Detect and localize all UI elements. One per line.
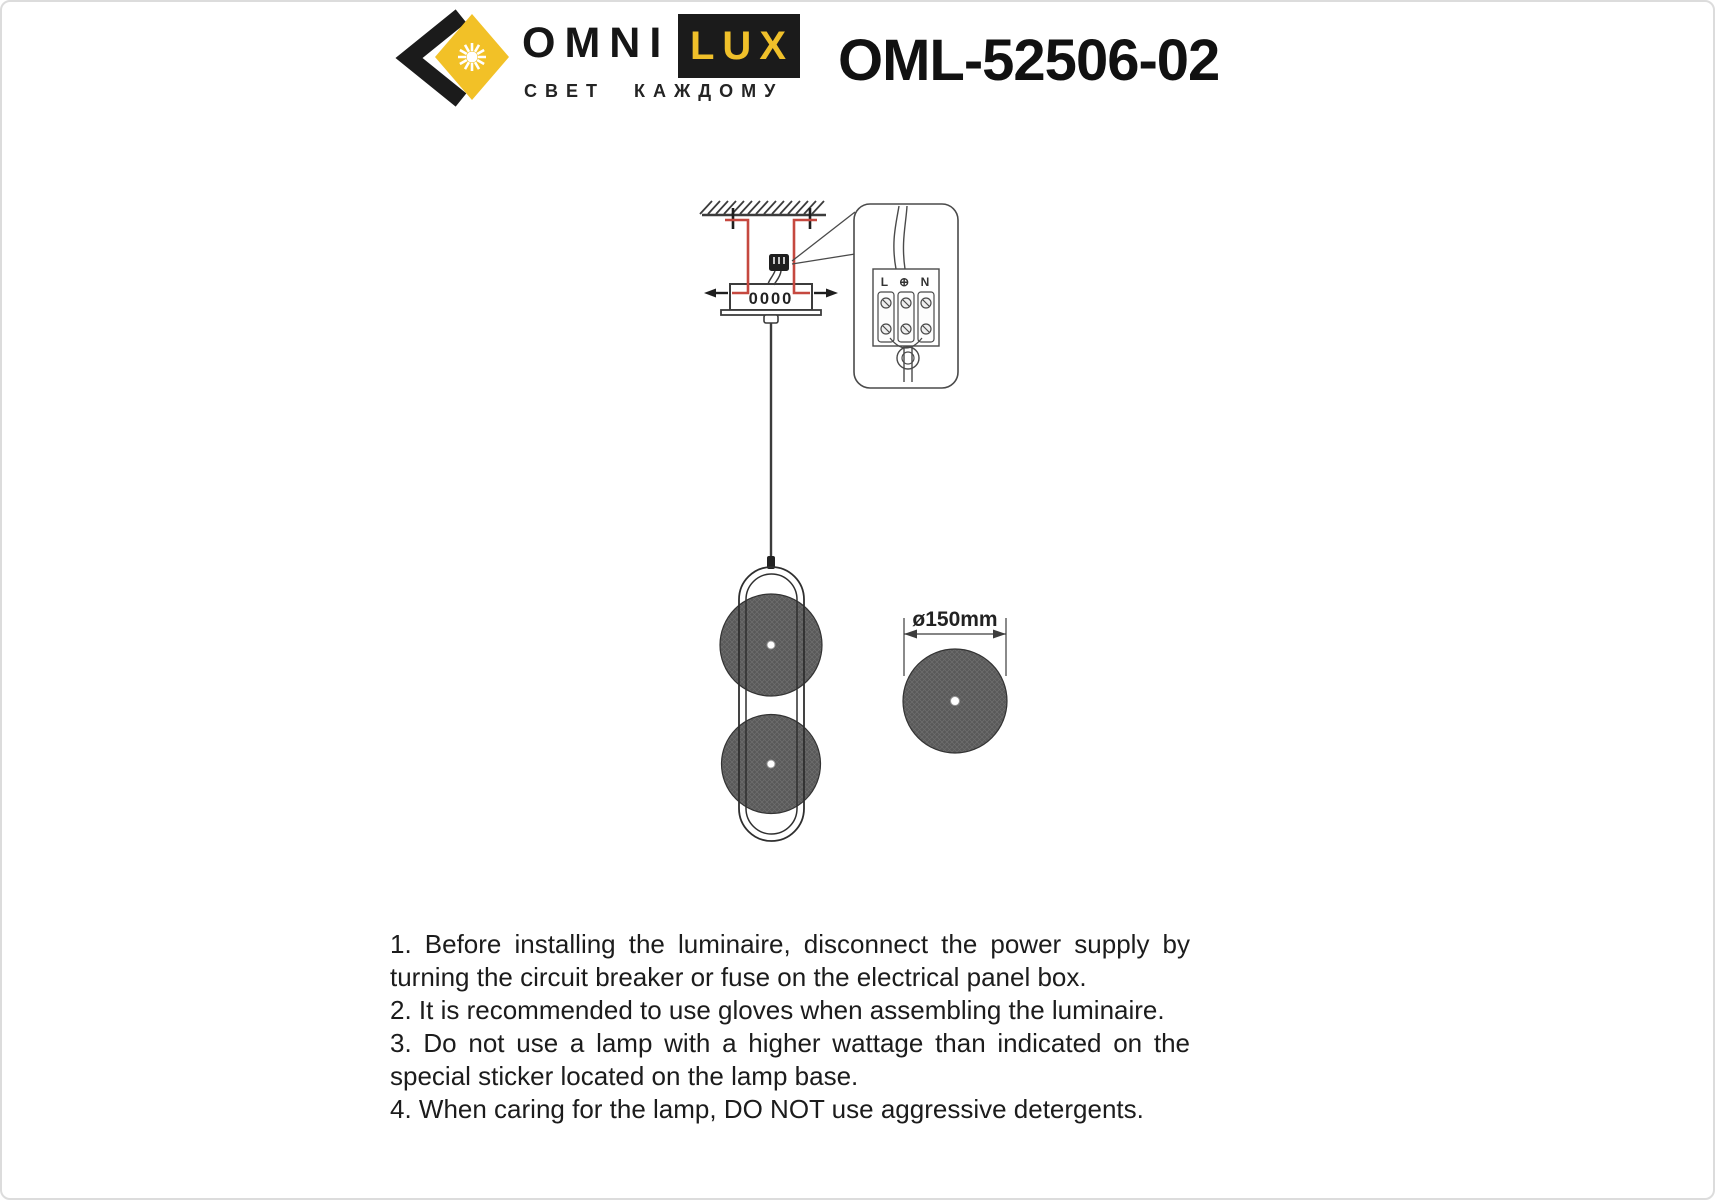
callout-leader-lower bbox=[792, 254, 855, 264]
brand-tagline: СВЕТ КАЖДОМУ bbox=[524, 81, 784, 101]
disc-center-lower bbox=[767, 760, 775, 768]
terminal-block bbox=[878, 292, 934, 342]
ceiling-hatching bbox=[700, 201, 824, 214]
slide-arrow-left bbox=[704, 289, 728, 298]
brand-name-omni: OMNI bbox=[522, 19, 671, 67]
instruction-item-1: 1. Before installing the luminaire, disconnect the power supply by turning the circuit breaker or fuse on the electrical panel box. bbox=[390, 929, 1190, 992]
brand-name-lux: LUX bbox=[690, 24, 794, 68]
terminal-labels: L ⊕ N bbox=[880, 275, 934, 289]
dim-arrow-right bbox=[993, 630, 1006, 639]
model-number: OML-52506-02 bbox=[838, 28, 1220, 93]
disc-center-upper bbox=[767, 641, 775, 649]
wire-connector bbox=[768, 254, 789, 285]
disc-top-view-center bbox=[951, 697, 960, 706]
instruction-item-3: 3. Do not use a lamp with a higher wattage than indicated on the special sticker located on the lamp base. bbox=[390, 1028, 1190, 1091]
instruction-item-2: 2. It is recommended to use gloves when assembling the luminaire. bbox=[390, 995, 1165, 1025]
dimension-drawing bbox=[903, 608, 1007, 753]
instructions-list bbox=[390, 928, 1190, 1126]
connector-wires bbox=[768, 271, 781, 285]
ceiling-mount-diagram bbox=[700, 201, 838, 323]
dimension-label: ø150mm bbox=[912, 608, 998, 631]
terminal-detail-callout bbox=[792, 204, 958, 388]
dim-arrow-left bbox=[904, 630, 917, 639]
canopy-marking: 0000 bbox=[748, 290, 794, 308]
slide-arrow-right bbox=[814, 289, 838, 298]
instruction-item-4: 4. When caring for the lamp, DO NOT use aggressive detergents. bbox=[390, 1094, 1144, 1124]
canopy-bolt bbox=[764, 315, 778, 323]
pendant-lamp-diagram bbox=[720, 323, 822, 841]
